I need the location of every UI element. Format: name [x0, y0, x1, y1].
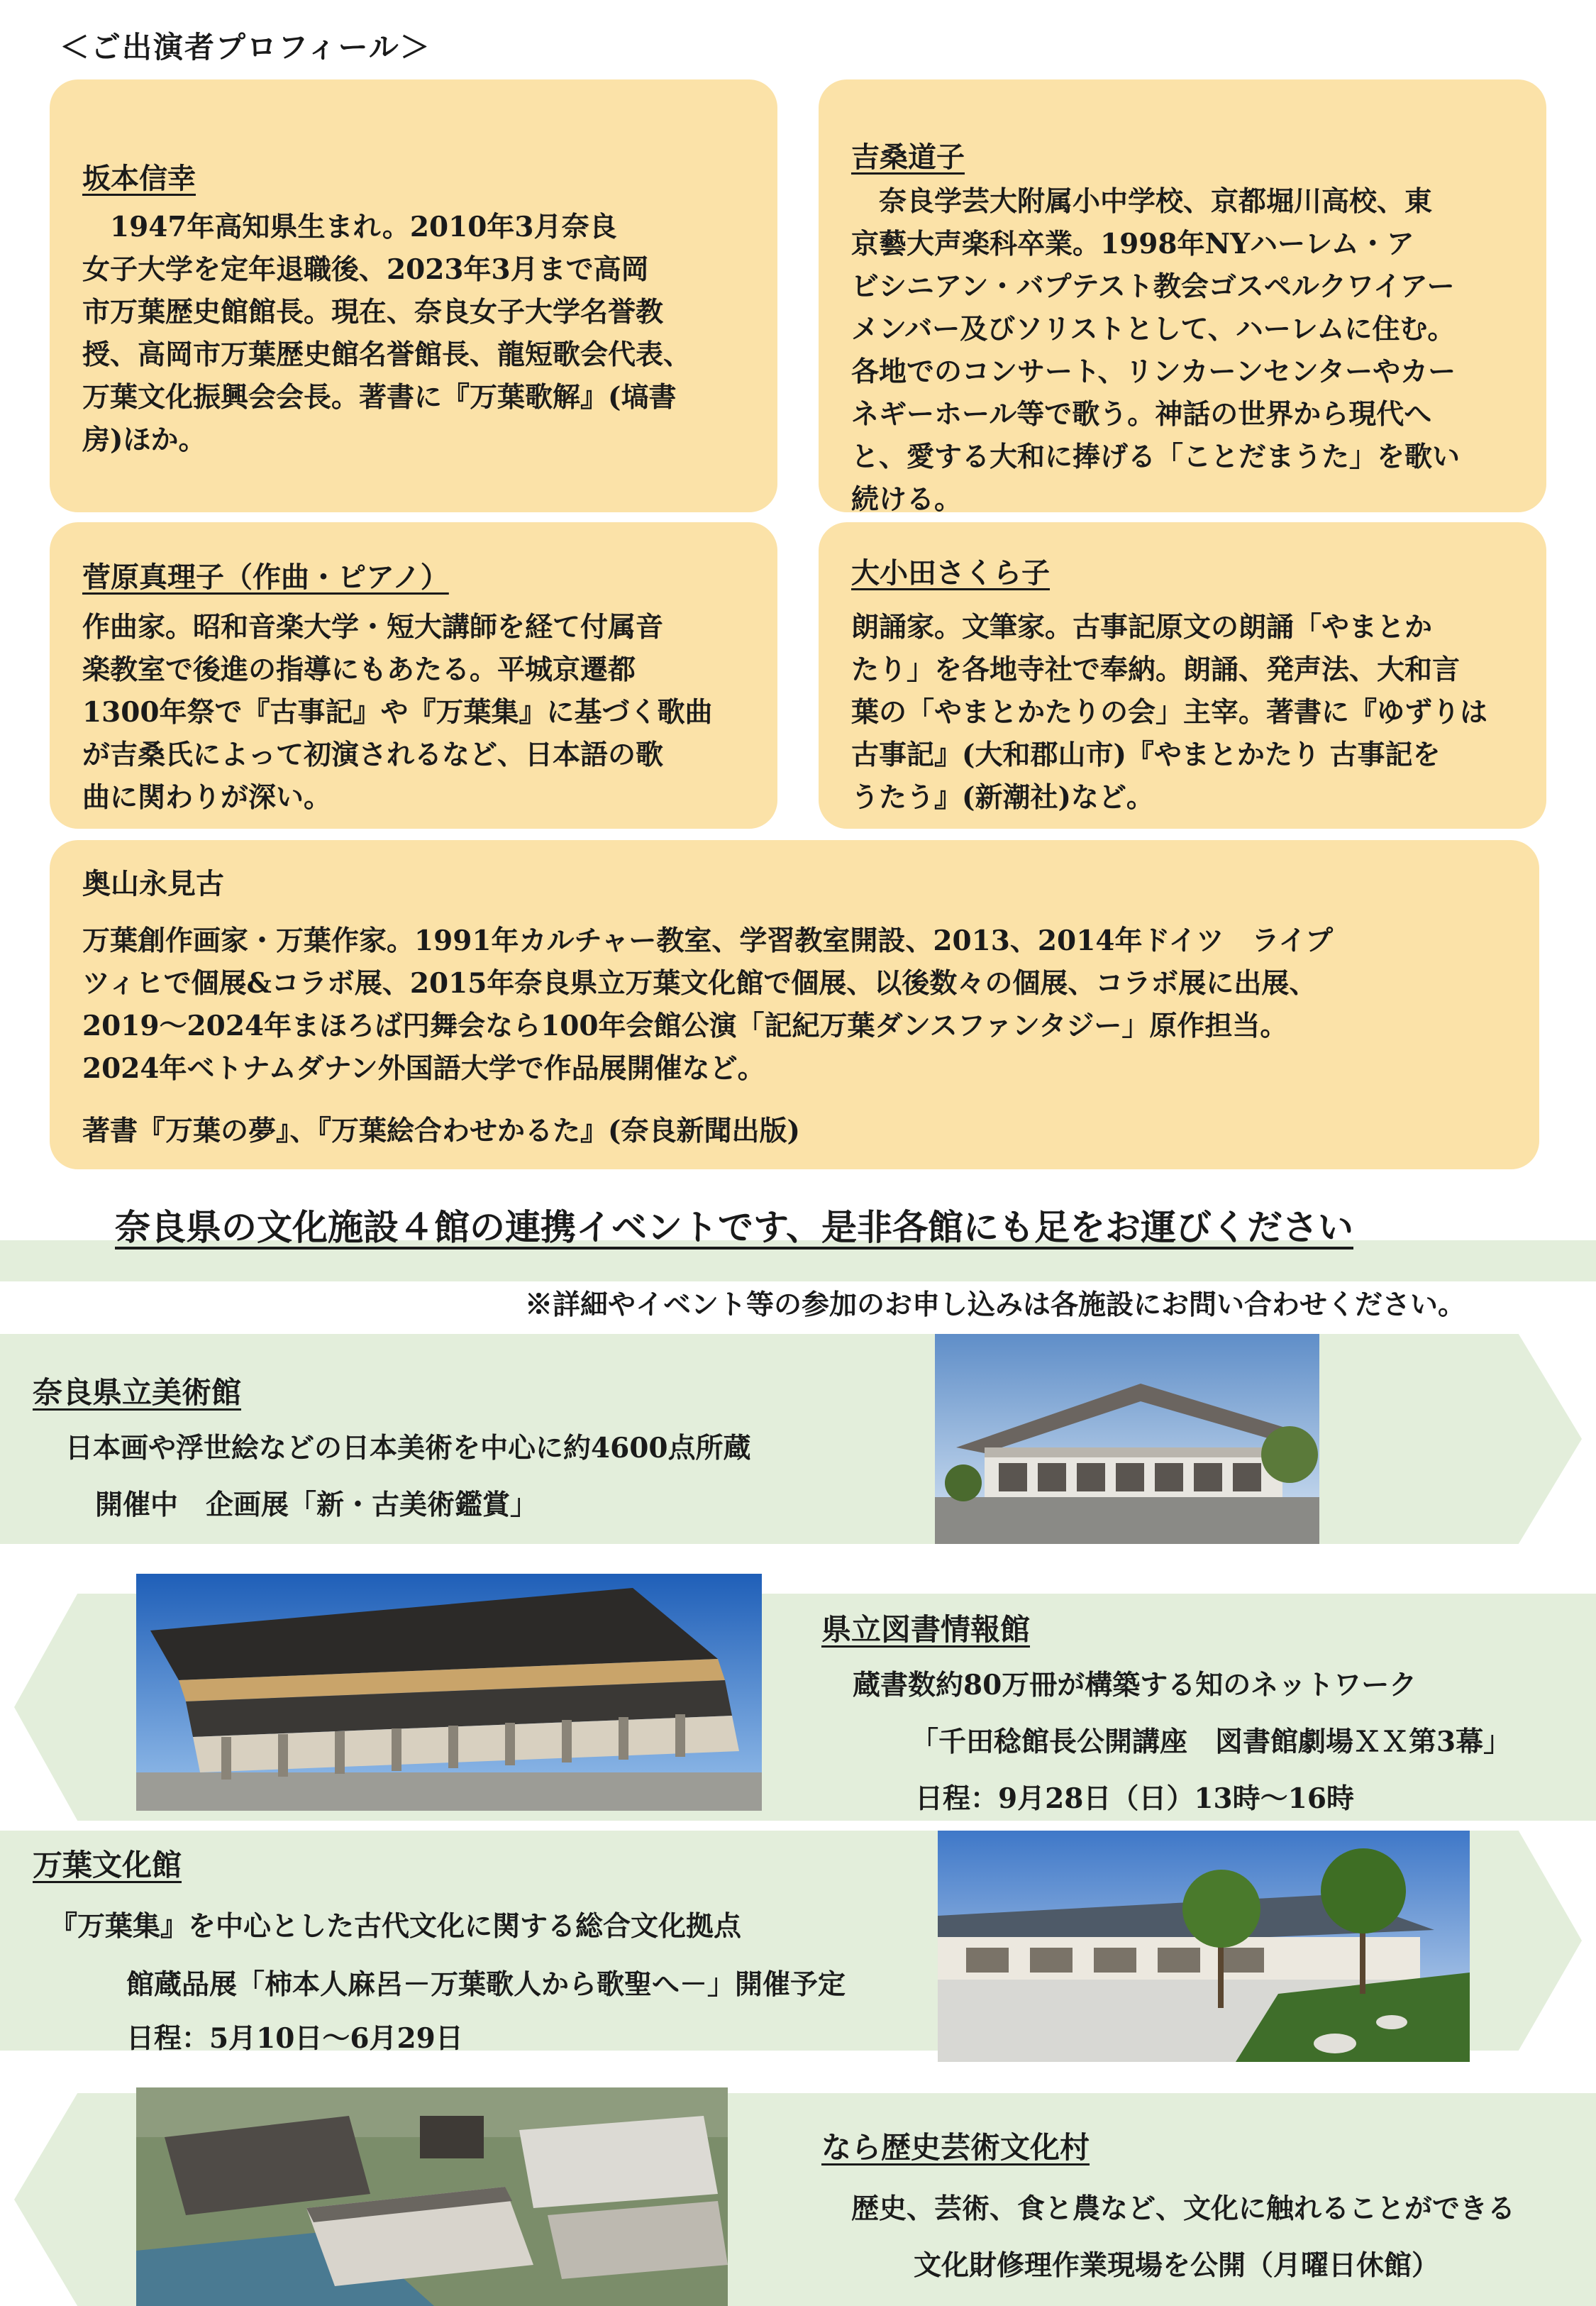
performer-bio: 奈良学芸大附属小中学校、京都堀川高校、東 京藝大声楽科卒業。1998年NYハーレム・ア ビシニアン・バプテスト教会ゴスペルクワイアー メンバー及びソリストとして、ハーレムに住む。 各地でのコンサート、リンカーンセンターやカー ネギーホール等で歌う。神話の世界から現代へ と、愛する大和に捧げる「ことだまうた」を歌い 続ける。 [851, 185, 1461, 516]
performer-card-sugawara [50, 522, 777, 829]
village-photo [136, 2087, 728, 2306]
performer-card-sakamoto [50, 79, 777, 512]
facility-event: 文化財修理作業現場を公開（月曜日休館） [914, 2249, 1440, 2282]
performer-name: 坂本信幸 [82, 162, 196, 195]
facility-description: 『万葉集』を中心とした古代文化に関する総合文化拠点 [50, 1910, 742, 1943]
facility-name: 奈良県立美術館 [33, 1375, 242, 1410]
facility-schedule: 日程：9月28日（日）13時～16時 [915, 1782, 1354, 1815]
library-photo [136, 1574, 762, 1811]
performer-bio: 朗誦家。文筆家。古事記原文の朗誦「やまとか たり」を各地寺社で奉納。朗誦、発声法、大和言 葉の「やまとかたりの会」主宰。著書に『ゆずりは 古事記』(大和郡山市)『やまとかたり 古事記を うたう』(新潮社)など。 [851, 611, 1488, 814]
facility-schedule: 日程：5月10日～6月29日 [126, 2022, 463, 2055]
performer-name: 奥山永見古 [82, 867, 224, 900]
performer-name: 菅原真理子（作曲・ピアノ） [82, 561, 449, 594]
facility-name: 万葉文化館 [33, 1848, 182, 1882]
performer-bio: 万葉創作画家・万葉作家。1991年カルチャー教室、学習教室開設、2013、2014年ドイツ ライプ ツィヒで個展&コラボ展、2015年奈良県立万葉文化館で個展、以後数々の個展、コラボ展に出展、 2019～2024年まほろば円舞会なら100年会館公演「記紀万葉ダンスファンタジー」原作担当。 2024年ベトナムダナン外国語大学で作品展開催など。 [82, 925, 1334, 1085]
facility-description: 蔵書数約80万冊が構築する知のネットワーク [853, 1669, 1417, 1701]
performer-card-yoshikuwa [819, 79, 1546, 516]
performer-bio: 作曲家。昭和音楽大学・短大講師を経て付属音 楽教室で後進の指導にもあたる。平城京遷都 1300年祭で『古事記』や『万葉集』に基づく歌曲 が吉桑氏によって初演されるなど、日本語の歌 曲に関わりが深い。 [82, 611, 713, 814]
facility-description: 日本画や浮世絵などの日本美術を中心に約4600点所蔵 [65, 1432, 751, 1464]
facility-event: 「千田稔館長公開講座 図書館劇場ＸＸ第3幕」 [911, 1726, 1512, 1758]
banner-title: 奈良県の文化施設４館の連携イベントです、是非各館にも足をお運びください [115, 1206, 1353, 1248]
profile-heading: ＜ご出演者プロフィール＞ [60, 30, 431, 65]
museum-photo [935, 1334, 1319, 1544]
facility-name: 県立図書情報館 [821, 1612, 1031, 1647]
facility-event: 開催中 企画展「新・古美術鑑賞」 [95, 1489, 538, 1521]
facility-name: なら歴史芸術文化村 [821, 2130, 1090, 2165]
performer-card-okuyama [50, 840, 1539, 1169]
facility-event: 館蔵品展「柿本人麻呂－万葉歌人から歌聖へ－」開催予定 [126, 1968, 846, 2001]
banner-note: ※詳細やイベント等の参加のお申し込みは各施設にお問い合わせください。 [525, 1289, 1466, 1321]
performer-bio: 1947年高知県生まれ。2010年3月奈良 女子大学を定年退職後、2023年3月まで高岡 市万葉歴史館館長。現在、奈良女子大学名誉教 授、高岡市万葉歴史館名誉館長、龍短歌会代表、 万葉文化振興会会長。著書に『万葉歌解』(塙書 房)ほか。 [82, 211, 692, 456]
performer-name: 吉桑道子 [851, 140, 965, 174]
facility-description: 歴史、芸術、食と農など、文化に触れることができる [851, 2192, 1516, 2225]
performer-books: 著書『万葉の夢』、『万葉絵合わせかるた』(奈良新聞出版) [82, 1115, 800, 1147]
manyo-photo [938, 1831, 1470, 2062]
performer-name: 大小田さくら子 [851, 556, 1050, 590]
performer-card-ooshoda [819, 522, 1546, 829]
